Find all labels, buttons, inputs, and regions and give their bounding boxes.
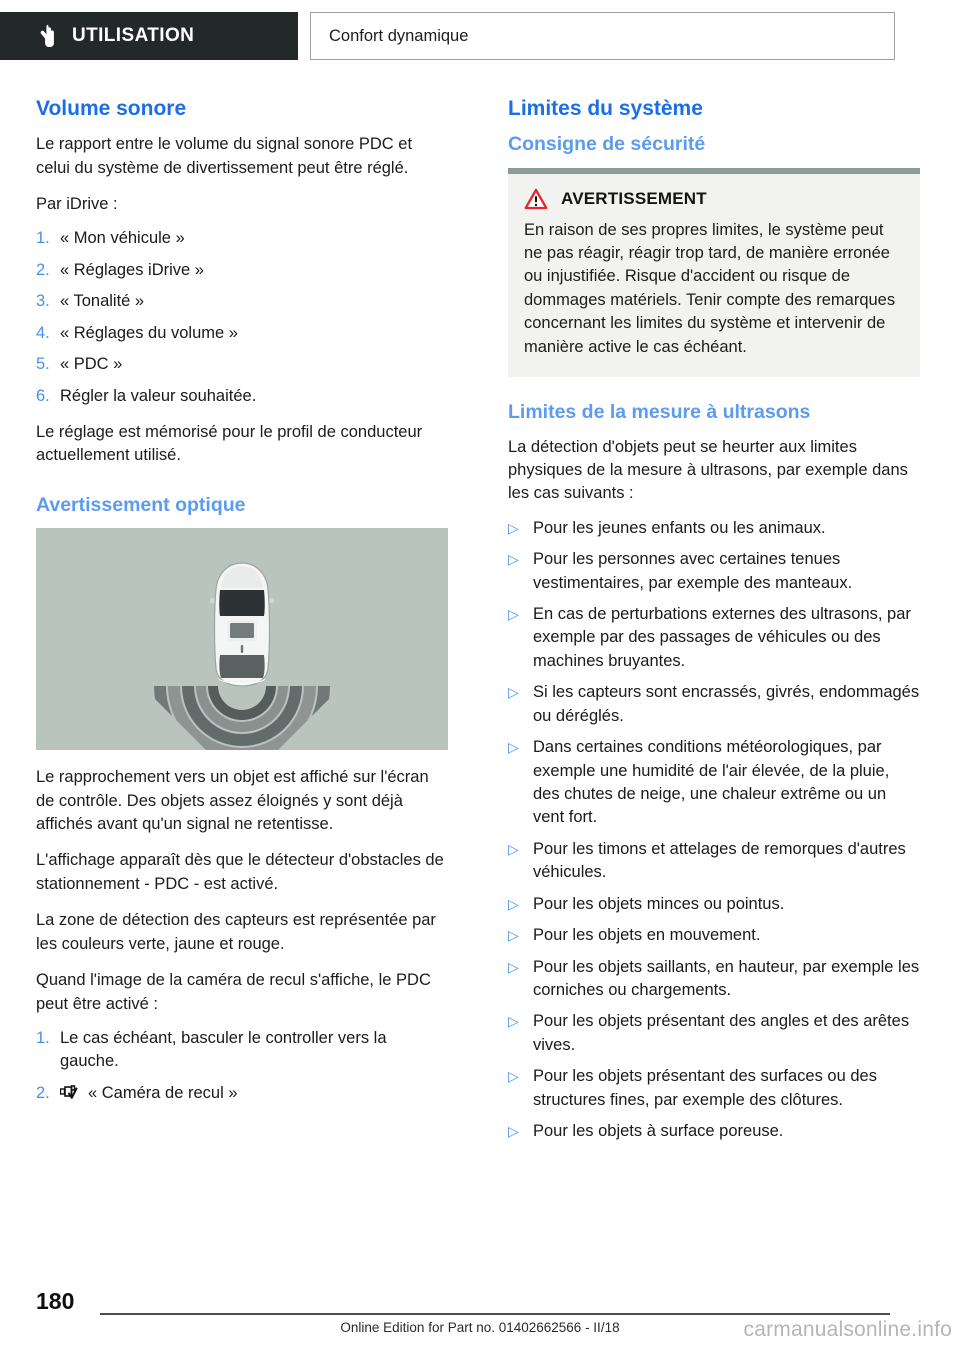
list-item [508,681,920,728]
list-text: Le cas échéant, basculer le controller vers la gauche. [60,1029,387,1071]
list-text: Pour les objets à surface poreuse. [533,1122,784,1141]
page-body [0,96,960,1276]
list-text: « Réglages du volume » [60,323,238,342]
paragraph-par-idrive: Par iDrive : [36,195,118,214]
list-item [508,736,920,830]
paragraph-rapprochement: Le rapprochement vers un objet est affiché sur l'écran de contrôle. Des objets assez éloignés y sont déjà affichés avant qu'un signal ne retentisse. [36,768,429,834]
list-item [508,1120,920,1143]
triangle-bullet-icon: ▷ [508,958,519,975]
list-item [36,322,448,345]
heading-volume-sonore: Volume sonore [36,97,187,120]
list-item [508,924,920,947]
list-text: « Mon véhicule » [60,229,185,248]
list-text: Pour les objets en mouvement. [533,926,761,945]
ultrasonic-limits-list [508,517,920,1144]
list-text: Pour les objets présentant des angles et des arêtes vives. [533,1012,910,1054]
triangle-bullet-icon: ▷ [508,895,519,912]
list-text: Pour les objets saillants, en hauteur, par exemple les corniches ou chargements. [533,957,920,999]
list-text: Pour les objets présentant des surfaces ou des structures fines, par exemple des clôtures. [533,1067,877,1109]
pointing-hand-icon [36,24,56,48]
list-item [508,956,920,1003]
section-tab-utilisation[interactable] [0,12,298,60]
list-item [36,353,448,376]
list-item [508,838,920,885]
list-text: Dans certaines conditions météorologiques, par exemple une humidité de l'air élevée, de la pluie, des chutes de neige, une chaleur extrême ou un vent fort. [533,738,890,827]
list-text: Pour les personnes avec certaines tenues vestimentaires, par exemple des manteaux. [533,550,853,592]
list-text: Pour les timons et attelages de remorques d'autres véhicules. [533,839,906,882]
list-item [36,259,448,282]
paragraph-reglage-memorise: Le réglage est mémorisé pour le profil de conducteur actuellement utilisé. [36,422,423,465]
triangle-bullet-icon: ▷ [508,927,519,944]
list-item [36,1082,448,1105]
triangle-bullet-icon: ▷ [508,684,519,701]
list-text: Si les capteurs sont encrassés, givrés, endommagés ou déréglés. [533,683,920,725]
list-text: « PDC » [60,355,123,374]
list-text: « Réglages iDrive » [60,260,204,279]
page-header [0,12,960,60]
paragraph-zone-detection: La zone de détection des capteurs est représentée par les couleurs verte, jaune et rouge. [36,911,436,953]
list-item [508,1010,920,1057]
paragraph-affichage-apparait: L'affichage apparaît dès que le détecteur d'obstacles de stationnement - PDC - est activé. [36,851,444,893]
footer-edition-note: Online Edition for Part no. 01402662566 - II/18 [340,1320,620,1335]
warning-title: AVERTISSEMENT [561,188,707,208]
heading-avertissement-optique: Avertissement optique [36,493,246,516]
triangle-bullet-icon: ▷ [508,606,519,623]
list-number: 1. [36,229,50,248]
idrive-steps-list [36,227,448,408]
list-item [36,227,448,250]
list-item [36,1027,448,1074]
list-item [36,385,448,408]
heading-limites-du-systeme: Limites du système [508,97,703,120]
list-text-with-icon [60,1082,448,1105]
triangle-bullet-icon: ▷ [508,519,519,536]
warning-callout [508,168,920,378]
list-text: « Caméra de recul » [88,1083,238,1102]
warning-triangle-icon [524,188,548,210]
paragraph-detection-objets: La détection d'objets peut se heurter aux limites physiques de la mesure à ultrasons, par exemple dans les cas suivants : [508,437,908,503]
rear-view-camera-icon [60,1084,81,1101]
warning-text: En raison de ses propres limites, le système peut ne pas réagir, réagir trop tard, de manière erronée ou injustifiée. Risque d'accident ou risque de dommages matériels. Tenir compte des remarques concernant les limites du système et intervenir de manière active le cas échéant. [524,220,896,356]
list-text: « Tonalité » [60,292,145,311]
list-number: 1. [36,1029,50,1048]
list-number: 2. [36,260,50,279]
triangle-bullet-icon: ▷ [508,1013,519,1030]
list-number: 4. [36,323,50,342]
list-number: 2. [36,1083,50,1102]
footer-divider [100,1313,890,1315]
right-column [508,96,958,1276]
list-item [508,603,920,673]
list-number: 5. [36,355,50,374]
list-text: Régler la valeur souhaitée. [60,386,257,405]
triangle-bullet-icon: ▷ [508,739,519,756]
left-column [36,96,486,1276]
watermark: carmanualsonline.info [743,1318,952,1341]
list-item [508,517,920,540]
triangle-bullet-icon: ▷ [508,551,519,568]
section-tab-label: UTILISATION [72,25,195,46]
page-number: 180 [36,1288,75,1314]
list-item [36,290,448,313]
camera-steps-list [36,1027,448,1105]
triangle-bullet-icon: ▷ [508,1068,519,1085]
breadcrumb-label: Confort dynamique [329,26,469,45]
heading-limites-mesure-ultrasons: Limites de la mesure à ultrasons [508,401,811,424]
list-number: 6. [36,386,50,405]
list-text: Pour les objets minces ou pointus. [533,894,785,913]
list-item [508,893,920,916]
list-number: 3. [36,292,50,311]
triangle-bullet-icon: ▷ [508,1123,519,1140]
list-item [508,1065,920,1112]
list-text: Pour les jeunes enfants ou les animaux. [533,518,826,537]
list-text: En cas de perturbations externes des ultrasons, par exemple par des passages de véhicules ou des machines bruyantes. [533,605,911,670]
warning-header [524,188,904,210]
list-item [508,548,920,595]
page-footer [0,1272,960,1362]
triangle-bullet-icon: ▷ [508,840,519,857]
heading-consigne-de-securite: Consigne de sécurité [508,133,706,156]
paragraph-camera-recul-intro: Quand l'image de la caméra de recul s'affiche, le PDC peut être activé : [36,971,431,1013]
breadcrumb [310,12,895,60]
car-top-view-pdc-arcs-illustration [36,528,448,750]
paragraph-volume-intro: Le rapport entre le volume du signal sonore PDC et celui du système de divertissement peut être réglé. [36,135,413,177]
figure-car-pdc-display [36,528,448,750]
